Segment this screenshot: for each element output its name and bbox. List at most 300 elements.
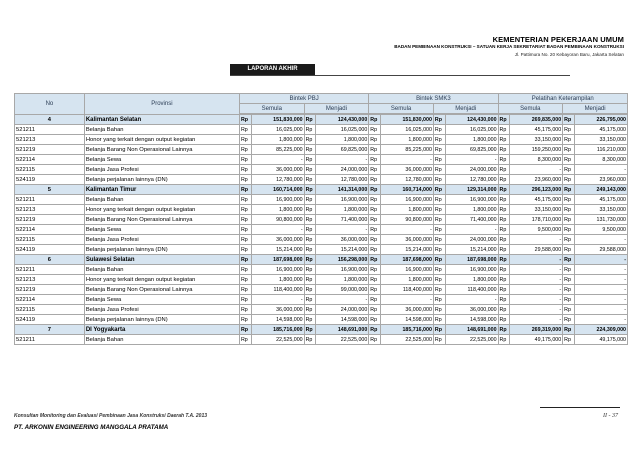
table-row: [15, 275, 628, 285]
currency-label: Rp: [239, 255, 251, 265]
currency-label: Rp: [563, 315, 575, 325]
currency-label: Rp: [563, 245, 575, 255]
currency-label: Rp: [369, 305, 381, 315]
account-description: Belanja Barang Non Operasional Lainnya: [84, 285, 239, 295]
amount-cell: 24,000,000: [445, 165, 498, 175]
currency-label: Rp: [304, 145, 316, 155]
account-description: Belanja Jasa Profesi: [84, 165, 239, 175]
currency-label: Rp: [369, 115, 381, 125]
account-code: 521211: [15, 265, 85, 275]
account-code: 524119: [15, 245, 85, 255]
province-number: 5: [15, 185, 85, 195]
table-row: [15, 215, 628, 225]
currency-label: Rp: [369, 135, 381, 145]
currency-label: Rp: [433, 325, 445, 335]
account-description: Belanja Bahan: [84, 335, 239, 345]
amount-cell: -: [574, 275, 627, 285]
currency-label: Rp: [498, 325, 510, 335]
currency-label: Rp: [563, 275, 575, 285]
currency-label: Rp: [304, 135, 316, 145]
amount-cell: 14,598,000: [380, 315, 433, 325]
currency-label: Rp: [563, 265, 575, 275]
currency-label: Rp: [239, 185, 251, 195]
agency-address: Jl. Pattimura No. 20 Kebayoran Baru, Jakarta Selatan: [514, 52, 624, 57]
currency-label: Rp: [433, 225, 445, 235]
currency-label: Rp: [498, 335, 510, 345]
amount-cell: 118,400,000: [251, 285, 304, 295]
amount-cell: 22,525,000: [445, 335, 498, 345]
amount-cell: 14,598,000: [316, 315, 369, 325]
amount-cell: 159,250,000: [510, 145, 563, 155]
currency-label: Rp: [498, 235, 510, 245]
province-name: Kalimantan Selatan: [84, 115, 239, 125]
currency-label: Rp: [239, 165, 251, 175]
currency-label: Rp: [239, 245, 251, 255]
report-banner: LAPORAN AKHIR: [230, 64, 315, 75]
sub-header-semula: Semula: [239, 104, 304, 114]
province-name: DI Yogyakarta: [84, 325, 239, 335]
currency-label: Rp: [369, 125, 381, 135]
province-name: Kalimantan Timur: [84, 185, 239, 195]
amount-cell: 1,800,000: [316, 205, 369, 215]
amount-cell: -: [445, 155, 498, 165]
currency-label: Rp: [563, 125, 575, 135]
account-description: Belanja Sewa: [84, 295, 239, 305]
amount-cell: 99,000,000: [316, 285, 369, 295]
amount-cell: 118,400,000: [380, 285, 433, 295]
amount-cell: 16,025,000: [251, 125, 304, 135]
currency-label: Rp: [239, 265, 251, 275]
account-description: Honor yang terkait dengan output kegiatan: [84, 205, 239, 215]
currency-label: Rp: [498, 225, 510, 235]
amount-cell: -: [510, 235, 563, 245]
amount-cell: 36,000,000: [316, 235, 369, 245]
currency-label: Rp: [304, 115, 316, 125]
currency-label: Rp: [239, 175, 251, 185]
amount-cell: 224,309,000: [574, 325, 627, 335]
currency-label: Rp: [304, 195, 316, 205]
province-row: [15, 325, 628, 335]
table-row: [15, 225, 628, 235]
amount-cell: 29,588,000: [574, 245, 627, 255]
amount-cell: 141,314,000: [316, 185, 369, 195]
province-row: [15, 115, 628, 125]
currency-label: Rp: [369, 255, 381, 265]
currency-label: Rp: [369, 165, 381, 175]
amount-cell: 1,800,000: [380, 205, 433, 215]
currency-label: Rp: [369, 215, 381, 225]
currency-label: Rp: [369, 225, 381, 235]
currency-label: Rp: [498, 255, 510, 265]
amount-cell: 124,430,000: [316, 115, 369, 125]
account-code: 522115: [15, 235, 85, 245]
currency-label: Rp: [304, 155, 316, 165]
amount-cell: -: [574, 235, 627, 245]
currency-label: Rp: [304, 255, 316, 265]
currency-label: Rp: [369, 275, 381, 285]
table-row: [15, 315, 628, 325]
currency-label: Rp: [304, 305, 316, 315]
currency-label: Rp: [498, 205, 510, 215]
currency-label: Rp: [239, 315, 251, 325]
currency-label: Rp: [433, 115, 445, 125]
currency-label: Rp: [433, 175, 445, 185]
currency-label: Rp: [498, 125, 510, 135]
amount-cell: 14,598,000: [251, 315, 304, 325]
currency-label: Rp: [563, 145, 575, 155]
account-description: Belanja Bahan: [84, 265, 239, 275]
currency-label: Rp: [563, 285, 575, 295]
amount-cell: 33,150,000: [574, 205, 627, 215]
account-description: Belanja Bahan: [84, 195, 239, 205]
currency-label: Rp: [433, 275, 445, 285]
currency-label: Rp: [563, 175, 575, 185]
amount-cell: 69,825,000: [445, 145, 498, 155]
currency-label: Rp: [433, 205, 445, 215]
currency-label: Rp: [239, 125, 251, 135]
amount-cell: 8,300,000: [574, 155, 627, 165]
currency-label: Rp: [304, 165, 316, 175]
amount-cell: 15,214,000: [380, 245, 433, 255]
amount-cell: -: [510, 255, 563, 265]
currency-label: Rp: [498, 165, 510, 175]
amount-cell: -: [574, 265, 627, 275]
amount-cell: 178,710,000: [510, 215, 563, 225]
currency-label: Rp: [433, 145, 445, 155]
account-code: 522114: [15, 225, 85, 235]
account-code: 521211: [15, 335, 85, 345]
amount-cell: 36,000,000: [251, 235, 304, 245]
currency-label: Rp: [563, 325, 575, 335]
amount-cell: 45,175,000: [574, 195, 627, 205]
currency-label: Rp: [369, 195, 381, 205]
currency-label: Rp: [563, 215, 575, 225]
sub-header-menjadi: Menjadi: [433, 104, 498, 114]
amount-cell: -: [510, 295, 563, 305]
account-code: 522114: [15, 155, 85, 165]
currency-label: Rp: [563, 255, 575, 265]
amount-cell: 187,698,000: [445, 255, 498, 265]
group-header-bintek-smk3: Bintek SMK3: [369, 94, 498, 104]
currency-label: Rp: [239, 225, 251, 235]
account-code: 522115: [15, 165, 85, 175]
amount-cell: 71,400,000: [316, 215, 369, 225]
currency-label: Rp: [239, 155, 251, 165]
account-description: Belanja perjalanan lainnya (DN): [84, 175, 239, 185]
amount-cell: -: [380, 295, 433, 305]
currency-label: Rp: [304, 185, 316, 195]
amount-cell: 16,900,000: [445, 195, 498, 205]
currency-label: Rp: [239, 285, 251, 295]
amount-cell: -: [510, 265, 563, 275]
currency-label: Rp: [433, 255, 445, 265]
table-row: [15, 155, 628, 165]
amount-cell: 33,150,000: [574, 135, 627, 145]
currency-label: Rp: [563, 195, 575, 205]
currency-label: Rp: [498, 315, 510, 325]
amount-cell: 16,900,000: [445, 265, 498, 275]
currency-label: Rp: [239, 195, 251, 205]
amount-cell: -: [380, 225, 433, 235]
amount-cell: 129,314,000: [445, 185, 498, 195]
currency-label: Rp: [563, 185, 575, 195]
account-code: 521213: [15, 205, 85, 215]
account-description: Honor yang terkait dengan output kegiatan: [84, 135, 239, 145]
amount-cell: 1,800,000: [380, 135, 433, 145]
account-code: 521213: [15, 275, 85, 285]
currency-label: Rp: [239, 295, 251, 305]
amount-cell: 45,175,000: [574, 125, 627, 135]
table-row: [15, 195, 628, 205]
account-code: 521219: [15, 285, 85, 295]
table-row: [15, 235, 628, 245]
currency-label: Rp: [498, 295, 510, 305]
currency-label: Rp: [433, 245, 445, 255]
table-row: [15, 205, 628, 215]
currency-label: Rp: [369, 315, 381, 325]
table-row: [15, 125, 628, 135]
amount-cell: 85,225,000: [380, 145, 433, 155]
account-description: Belanja Sewa: [84, 225, 239, 235]
amount-cell: 160,714,000: [251, 185, 304, 195]
province-row: [15, 255, 628, 265]
amount-cell: 15,214,000: [445, 245, 498, 255]
currency-label: Rp: [369, 285, 381, 295]
amount-cell: 71,400,000: [445, 215, 498, 225]
amount-cell: 90,800,000: [251, 215, 304, 225]
currency-label: Rp: [304, 285, 316, 295]
account-code: 522115: [15, 305, 85, 315]
province-name: Sulawesi Selatan: [84, 255, 239, 265]
table-row: [15, 285, 628, 295]
amount-cell: 16,025,000: [445, 125, 498, 135]
amount-cell: -: [380, 155, 433, 165]
amount-cell: 16,025,000: [316, 125, 369, 135]
currency-label: Rp: [563, 205, 575, 215]
currency-label: Rp: [433, 335, 445, 345]
amount-cell: 45,175,000: [510, 195, 563, 205]
amount-cell: 16,025,000: [380, 125, 433, 135]
currency-label: Rp: [433, 305, 445, 315]
amount-cell: 116,210,000: [574, 145, 627, 155]
amount-cell: -: [510, 315, 563, 325]
amount-cell: -: [316, 295, 369, 305]
account-description: Belanja Barang Non Operasional Lainnya: [84, 215, 239, 225]
amount-cell: 16,900,000: [380, 195, 433, 205]
amount-cell: 185,716,000: [380, 325, 433, 335]
amount-cell: 9,500,000: [510, 225, 563, 235]
group-header-pelatihan: Pelatihan Keterampilan: [498, 94, 627, 104]
account-description: Belanja Barang Non Operasional Lainnya: [84, 145, 239, 155]
amount-cell: 8,300,000: [510, 155, 563, 165]
amount-cell: 187,698,000: [380, 255, 433, 265]
currency-label: Rp: [498, 155, 510, 165]
currency-label: Rp: [304, 215, 316, 225]
table-row: [15, 135, 628, 145]
currency-label: Rp: [563, 295, 575, 305]
account-description: Belanja Bahan: [84, 125, 239, 135]
page-number: II - 37: [603, 413, 618, 419]
account-code: 521219: [15, 215, 85, 225]
col-header-provinsi: Provinsi: [84, 94, 239, 115]
currency-label: Rp: [433, 265, 445, 275]
amount-cell: 156,298,000: [316, 255, 369, 265]
currency-label: Rp: [239, 135, 251, 145]
currency-label: Rp: [304, 275, 316, 285]
amount-cell: 22,525,000: [251, 335, 304, 345]
amount-cell: -: [574, 255, 627, 265]
currency-label: Rp: [433, 155, 445, 165]
account-code: 521213: [15, 135, 85, 145]
currency-label: Rp: [563, 225, 575, 235]
currency-label: Rp: [433, 285, 445, 295]
amount-cell: 24,000,000: [316, 165, 369, 175]
currency-label: Rp: [433, 315, 445, 325]
table-row: [15, 295, 628, 305]
amount-cell: 151,830,000: [251, 115, 304, 125]
amount-cell: 15,214,000: [316, 245, 369, 255]
amount-cell: 12,780,000: [445, 175, 498, 185]
amount-cell: 226,795,000: [574, 115, 627, 125]
amount-cell: 118,400,000: [445, 285, 498, 295]
agency-subtitle: BADAN PEMBINAAN KONSTRUKSI – SATUAN KERJA SEKRETARIAT BADAN PEMBINAAN KONSTRUKSI: [394, 44, 624, 49]
group-header-bintek-pbj: Bintek PBJ: [239, 94, 368, 104]
amount-cell: -: [510, 305, 563, 315]
amount-cell: 36,000,000: [251, 165, 304, 175]
amount-cell: 1,800,000: [380, 275, 433, 285]
currency-label: Rp: [369, 155, 381, 165]
amount-cell: 45,175,000: [510, 125, 563, 135]
account-description: Belanja Jasa Profesi: [84, 235, 239, 245]
currency-label: Rp: [498, 275, 510, 285]
amount-cell: 23,960,000: [574, 175, 627, 185]
currency-label: Rp: [433, 195, 445, 205]
sub-header-menjadi: Menjadi: [304, 104, 369, 114]
currency-label: Rp: [433, 215, 445, 225]
table-row: [15, 175, 628, 185]
currency-label: Rp: [369, 145, 381, 155]
currency-label: Rp: [433, 235, 445, 245]
account-description: Belanja Sewa: [84, 155, 239, 165]
currency-label: Rp: [563, 235, 575, 245]
amount-cell: 296,123,000: [510, 185, 563, 195]
currency-label: Rp: [239, 325, 251, 335]
sub-header-semula: Semula: [369, 104, 434, 114]
amount-cell: -: [574, 295, 627, 305]
amount-cell: 16,900,000: [251, 265, 304, 275]
currency-label: Rp: [304, 315, 316, 325]
currency-label: Rp: [304, 295, 316, 305]
currency-label: Rp: [498, 245, 510, 255]
currency-label: Rp: [433, 185, 445, 195]
amount-cell: 151,830,000: [380, 115, 433, 125]
amount-cell: -: [445, 225, 498, 235]
currency-label: Rp: [239, 275, 251, 285]
amount-cell: 24,000,000: [316, 305, 369, 315]
amount-cell: -: [251, 155, 304, 165]
currency-label: Rp: [239, 335, 251, 345]
currency-label: Rp: [304, 325, 316, 335]
province-number: 7: [15, 325, 85, 335]
table-row: [15, 245, 628, 255]
account-code: 524119: [15, 315, 85, 325]
amount-cell: 33,150,000: [510, 135, 563, 145]
amount-cell: 269,319,000: [510, 325, 563, 335]
amount-cell: -: [316, 225, 369, 235]
currency-label: Rp: [563, 305, 575, 315]
amount-cell: 14,598,000: [445, 315, 498, 325]
currency-label: Rp: [433, 295, 445, 305]
currency-label: Rp: [369, 185, 381, 195]
amount-cell: 15,214,000: [251, 245, 304, 255]
currency-label: Rp: [369, 205, 381, 215]
table-row: [15, 145, 628, 155]
currency-label: Rp: [304, 225, 316, 235]
amount-cell: 187,698,000: [251, 255, 304, 265]
currency-label: Rp: [304, 335, 316, 345]
amount-cell: 1,800,000: [445, 205, 498, 215]
amount-cell: 49,175,000: [510, 335, 563, 345]
province-number: 6: [15, 255, 85, 265]
amount-cell: 269,835,000: [510, 115, 563, 125]
currency-label: Rp: [239, 235, 251, 245]
amount-cell: 36,000,000: [380, 165, 433, 175]
currency-label: Rp: [498, 285, 510, 295]
amount-cell: -: [445, 295, 498, 305]
account-code: 521211: [15, 195, 85, 205]
currency-label: Rp: [563, 115, 575, 125]
currency-label: Rp: [498, 145, 510, 155]
amount-cell: 16,900,000: [251, 195, 304, 205]
currency-label: Rp: [498, 215, 510, 225]
currency-label: Rp: [369, 265, 381, 275]
ministry-title: KEMENTERIAN PEKERJAAN UMUM: [492, 35, 624, 44]
currency-label: Rp: [369, 245, 381, 255]
currency-label: Rp: [433, 165, 445, 175]
table-row: [15, 335, 628, 345]
banner-divider: [230, 75, 570, 76]
budget-table: [14, 93, 628, 345]
amount-cell: 16,900,000: [316, 265, 369, 275]
amount-cell: 185,716,000: [251, 325, 304, 335]
amount-cell: 1,800,000: [316, 275, 369, 285]
amount-cell: 9,500,000: [574, 225, 627, 235]
amount-cell: -: [574, 315, 627, 325]
amount-cell: -: [574, 285, 627, 295]
account-description: Honor yang terkait dengan output kegiatan: [84, 275, 239, 285]
table-row: [15, 305, 628, 315]
amount-cell: -: [510, 275, 563, 285]
currency-label: Rp: [498, 305, 510, 315]
currency-label: Rp: [498, 195, 510, 205]
account-description: Belanja perjalanan lainnya (DN): [84, 315, 239, 325]
currency-label: Rp: [498, 135, 510, 145]
amount-cell: 12,780,000: [380, 175, 433, 185]
amount-cell: -: [574, 305, 627, 315]
table-row: [15, 165, 628, 175]
amount-cell: 131,730,000: [574, 215, 627, 225]
amount-cell: 29,588,000: [510, 245, 563, 255]
amount-cell: 24,000,000: [445, 235, 498, 245]
currency-label: Rp: [239, 205, 251, 215]
amount-cell: 124,430,000: [445, 115, 498, 125]
currency-label: Rp: [369, 235, 381, 245]
province-row: [15, 185, 628, 195]
currency-label: Rp: [304, 125, 316, 135]
currency-label: Rp: [498, 175, 510, 185]
currency-label: Rp: [498, 185, 510, 195]
account-code: 522114: [15, 295, 85, 305]
